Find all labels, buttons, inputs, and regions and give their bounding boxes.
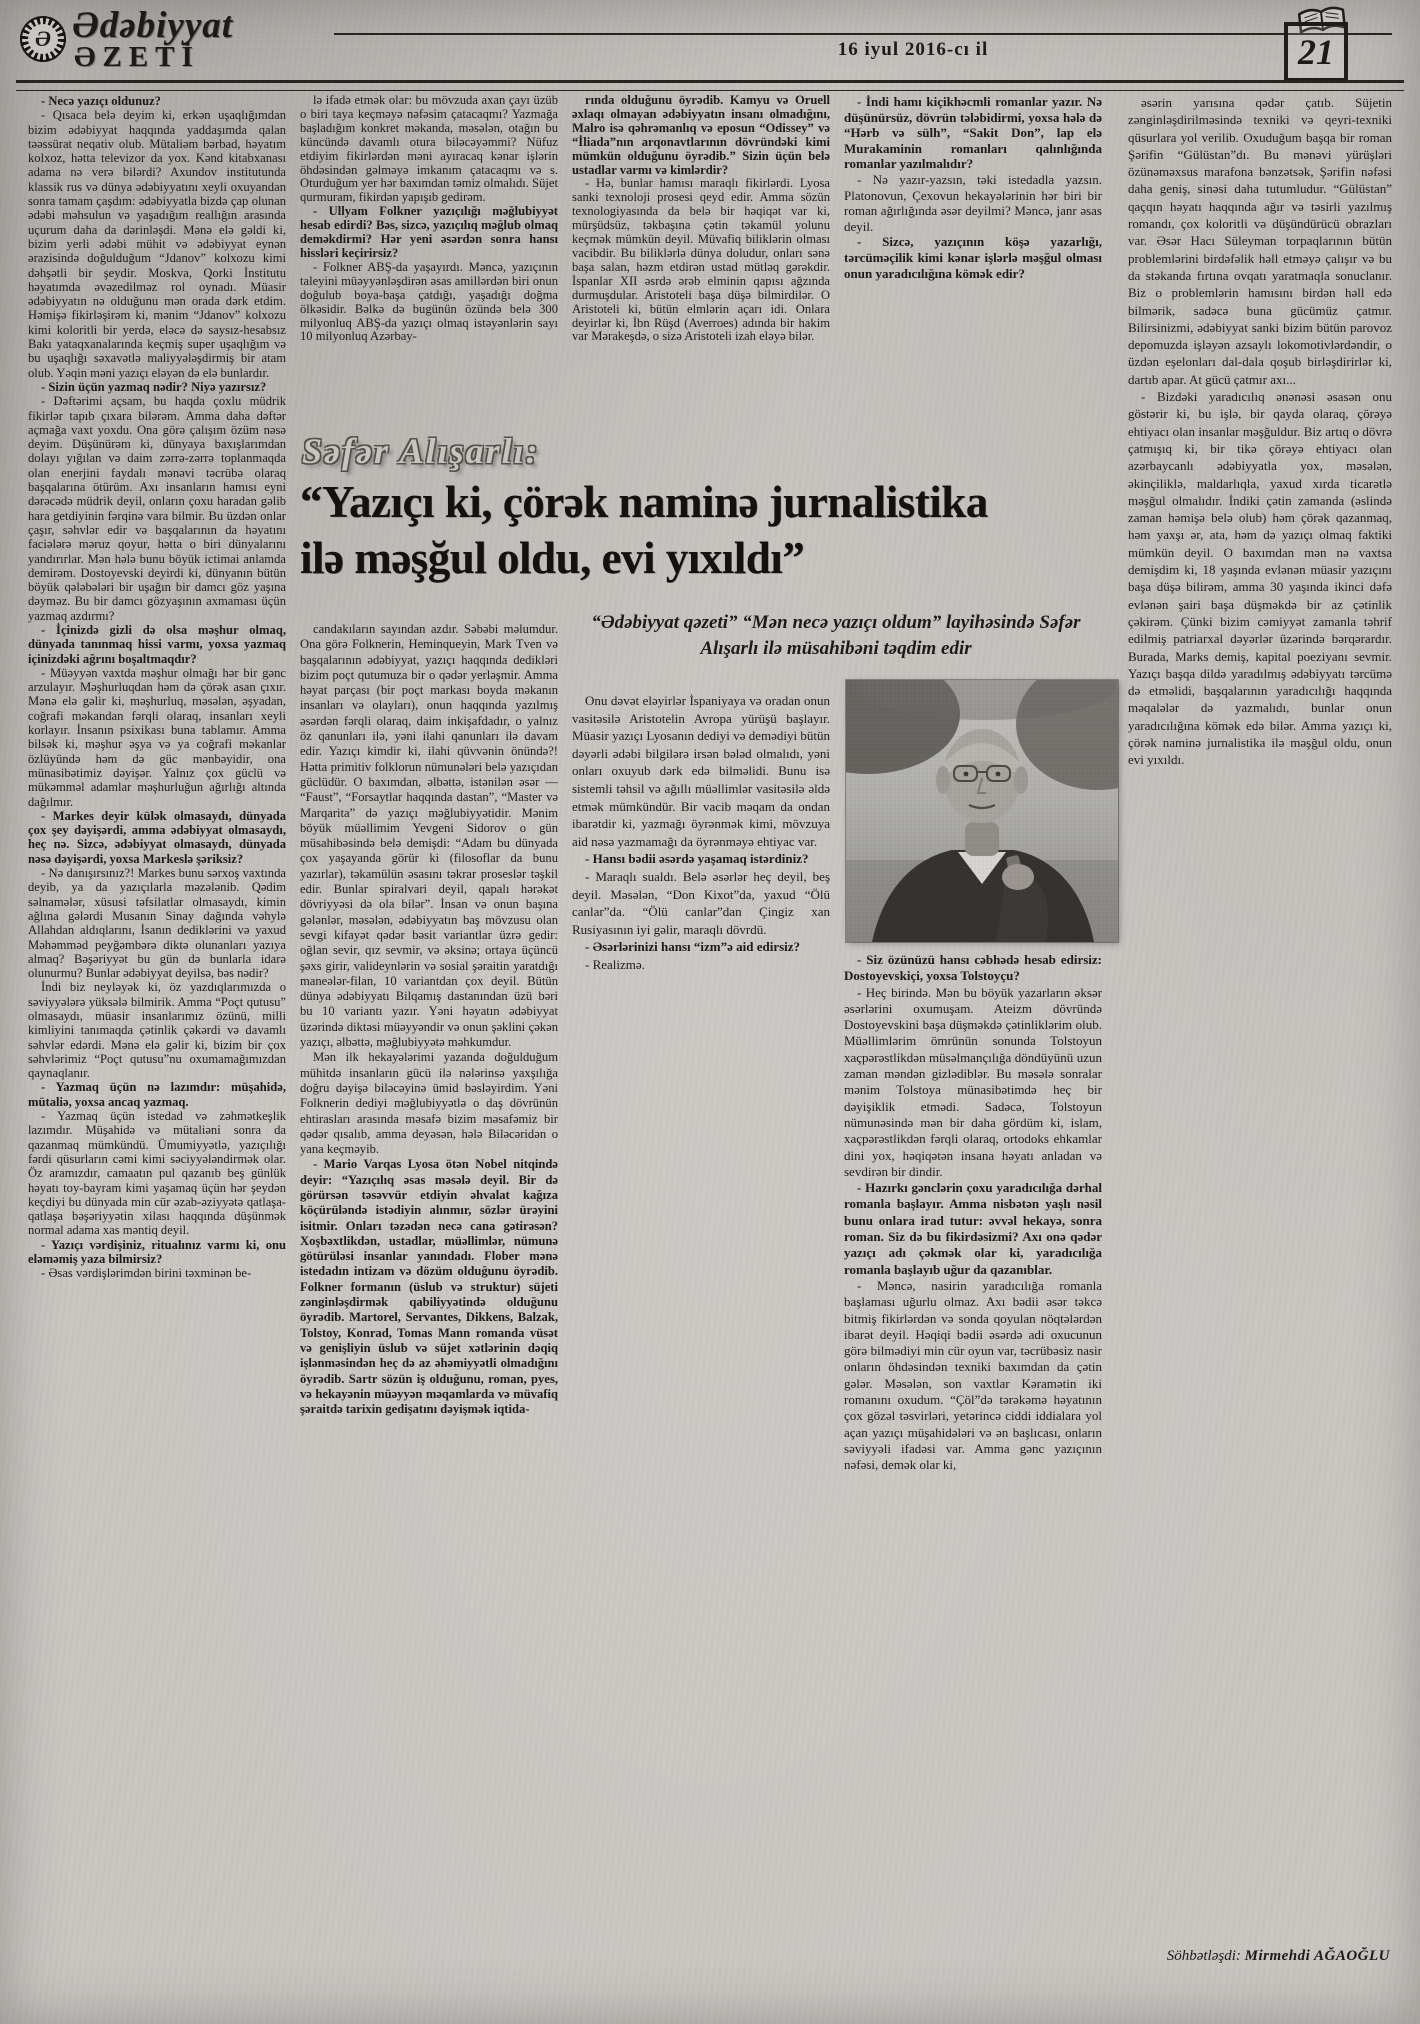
text-column-2-bottom — [300, 622, 558, 2000]
interview-photo — [846, 680, 1118, 942]
answer-paragraph: - Heç birində. Mən bu böyük yazarların əksər əsərlərini oxumuşam. Ateizm dövründə Dostoyevskini başa düşməkdə çətinliklərim olub. Müəllimlərim ömrünün sonunda Tolstoyun xaçpərəstlikdən müsəlmançılığa döndüyünü uzun zaman məndən gizlədiblər. Bu məsələ sonralar mənim Tolstoya münasibətimdə heç bir dəyişiklik etmədi. Sadəcə, Tolstoyun nümunəsində mən bir daha gördüm ki, islam, xaçpərəstlikdən fərqli olaraq, ortodoks ehkamlar dini yox, həqiqətən insana həyatı anladan və sevdirən bir dindir. — [844, 984, 1102, 1179]
headline-title-line1: “Yazıçı ki, çörək naminə jurnalistika — [300, 477, 988, 527]
answer-paragraph: - Folkner ABŞ-da yaşayırdı. Məncə, yazıçının taleyini müəyyənləşdirən əsas amillərdən biri onun doğulub boya-başa çatdığı, yaşadığı doğma ölkəsidir. Bəlkə də bugünün özündə belə 300 milyonluq ABŞ-da yazıçı olmaq istəyənlərin sayı 10 milyonluq Azərbay- — [300, 259, 558, 344]
answer-paragraph: - Realizmə. — [585, 956, 645, 972]
question-paragraph: - Mario Varqas Lyosa ötən Nobel nitqində deyir: “Yazıçılıq əsas məsələ deyil. Bir də görürsən təsəvvür etdiyin əhvalat kağıza köçürüləndə istədiyin alınmır, sözlər ürəyini isitmir. Onları təzədən necə cana gətirəsən? Xoşbəxtlikdən, ustadlar, müəllimlər, nümunə götürüləsi insanlar yanındadı. Flober mənə istedadın intizam və dözüm olduğunu öyrədib. Folkner formanın (üslub və struktur) süjeti zənginləşdirmək qabiliyyətində olduğunu öyrədib. Martorel, Servantes, Dikkens, Balzak, Tolstoy, Konrad, Tomas Mann romanda vüsət və genişliyin üslub və süjet xətlərinin dəqiq işlənməsindən heç də az əhəmiyyətli olmadığını öyrədib. Sartr sözün iş olduğunu, roman, pyes, və hekayənin müəyyən məqamlarda və müvafiq şəraitdə tarixin gedişatını dəyişmək iqtida- — [300, 1157, 558, 1417]
question-paragraph: rında olduğunu öyrədib. Kamyu və Oruell əxlaqı olmayan ədəbiyyatın insanı olmadığını, Malro isə qəhrəmanlıq və eposun “Odissey” və “İliada”nın arqonavtlarının dövründəki kimi mümkün olduğunu öyrədib.” Sizin üçün belə ustadlar varmı və kimlərdir? — [572, 94, 830, 177]
answer-paragraph: candakıların sayından azdır. Səbəbi məlumdur. Ona görə Folknerin, Heminqueyin, Mark Tven və başqalarının ədəbiyyat, yazıçı haqqında dedikləri bizim poçt qutumuza bir o qədər yerləşmir. Amma həyat parçası (bir poçt markası boyda məkanın insanları və olayları), onun haqqında yazılmış əsərdən fərqli olaraq, daim inkişafdadır, o yalnız öz qanunları ilə, yəni ilahi qanunları ilə davam edir. Yazıçı kimdir ki, ilahi qüvvənin önündə?! Hətta primitiv folklorun nümunələri belə yazıçıdan güclüdür. O baxımdan, əlbəttə, istənilən əsər — “Faust”, “Forsaytlar haqqında dastan”, “Master və Marqarita” də yazıçı məğlubiyyətidir. Mənim böyük müəllimim Yevgeni Sidorov o gün müsahibəsində belə demişdi: “Adam bu dünyada çox yaşayanda görür ki (filosoflar da bunu yazırlar), təkamülün əsasını təkrar proseslər təşkil edir. Bunlar spiralvari deyil, qapalı hərəkət dövriyyəsi də ola bilər”. İnsan və onun başına gələnlər, məsələn, ədəbiyyatın baş mövzusu olan sevgi kifayət qədər bəsit variantlar üzrə gedir: oğlan sevir, qız sevmir, və əksinə; ortaya üçüncü şəxs girir, valideynlərin və sosial şəraitin yaratdığı maneələr-filan, 10 variantdan çox deyil. Bütün dünya ədəbiyyatı Bilqamış dastanından üzü bəri bu 10 variantı yazır. Yəni həyatın ədəbiyyat üzərində diktəsi müəyyəndir və onun şəklini çəkən yazıçı, əlbəttə, məğlubiyyətə məhkumdur. — [300, 622, 558, 1050]
issue-date: 16 iyul 2016-cı il — [837, 39, 989, 60]
logo-ornament-icon — [20, 16, 66, 62]
answer-paragraph: - Nə yazır-yazsın, təki istedadla yazsın. Platonovun, Çexovun hekayələrinin hər biri bir roman ağırlığında əsər deyilmi? Məncə, janr əsas deyil. — [844, 171, 1102, 234]
answer-paragraph: - Maraqlı sualdı. Belə əsərlər heç deyil, beş deyil. Məsələn, “Don Kixot”da, yaxud “Ölü canlar”da. “Ölü canlar”dan Çingiz xan Rusiyasının iyi gəlir, maraqlı dövrdü. — [572, 868, 830, 937]
question-paragraph: - Sizin üçün yazmaq nədir? Niyə yazırsız? — [41, 379, 267, 394]
question-paragraph: - Hansı bədii əsərdə yaşamaq istərdiniz? — [585, 851, 809, 867]
question-paragraph: - Hazırkı gənclərin çoxu yaradıcılığa dərhal romanla başlayır. Amma nisbətən yaşlı nəsil bunu onlara irad tutur: əvvəl hekayə, sonra roman. Siz də bu fikirdəsizmi? Axı onə qədər yazıçı adı çəkmək olar ki, yaradıcılığa romanla başlayıb uğur da qazanıblar. — [844, 1180, 1102, 1277]
text-column-4-top — [844, 94, 1102, 432]
text-column-5 — [1128, 94, 1392, 1942]
question-paragraph: - Əsərlərinizi hansı “izm”ə aid edirsiz? — [585, 939, 801, 955]
answer-paragraph: - Dəftərimi açsam, bu haqda çoxlu müdrik fikirlər tapıb çıxara bilərəm. Amma daha dəftər açmağa vaxt yoxdu. Ona görə çalışım özüm nəsə deyim. Düşünürəm ki, dünyaya baxışlarımdan dolayı yığılan və daim zərrə-zərrə toplanmaqda olan enerjini faydalı mənəvi təcrübə olaraq başqalarına ötürüm. Axı insanların hamısı eyni dərəcədə müdrik deyil, onların çoxu haradan gəlib hara getdiyinin fərqinə vara bilmir. Bu üzdən onlar çaşır, səhvlər edir və başqalarının da həyatını faciələrə məruz qoyur, hətta o biri dünyalarını yandırırlar. Mən hələ bunu böyük ictimai anlamda demirəm. Dostoyevski deyirdi ki, dünyanın bütün böyük qələbələri bir uşağın bir damcı göz yaşına dəyməz. Bu bir damcı gözyaşının axmaması üçün yazmaq azdırmı? — [28, 394, 286, 623]
newspaper-logo — [20, 4, 320, 74]
question-paragraph: - Sizcə, yazıçının köşə yazarlığı, tərcüməçilik kimi kənar işlərlə məşğul olması onun yaradıcılığına kömək edir? — [844, 234, 1102, 281]
answer-paragraph: İndi biz neyləyək ki, öz yazdıqlarımızda o səviyyələrə yüksələ bilmirik. Amma “Poçt qutusu” olmasaydı, müasir insanlarımız özünü, milli kimliyini tanımaqda çətinlik çəkərdi və davamlı səhvlər edərdi. Mənə elə gəlir ki, bizim bir çox səhvlərimiz “Poçt qutusu”nu oxumamağımızdan qaynaqlanır. — [28, 980, 286, 1081]
answer-paragraph: lə ifadə etmək olar: bu mövzuda axan çayı üzüb o biri taya keçməyə nəfəsim çatacaqmı? Yazmağa başladığım konkret məkanda, məsələn, otağın bu küncündə davamlı otura biləcəyəmmi? Nüfuz etdiyim fikirlərdən məni ayıracaq kənar işlərin öhdəsindən gəlməyə imkanım çatacaqmı və s. Oturduğum yer hər baxımdan təmiz olmalıdı. Süjet qurmuram, fikirdən yapışıb gedirəm. — [300, 94, 558, 205]
answer-paragraph: Mən ilk hekayələrimi yazanda doğulduğum mühitdə insanların gücü ilə nələrinsə yaxşılığa doğru dəyişə biləcəyinə ümid bəsləyirdim. Yəni Folknerin dediyi məğlubiyyətlə o daş dövrünün ehtirasları arasında məsafə bizim məsafəmiz bir qədər qısalıb, amma deyəsən, hələ Biləcəridən o yana keçməyib. — [300, 1050, 558, 1157]
text-column-1 — [28, 94, 286, 2000]
byline — [1128, 1948, 1390, 1965]
interview-kicker: Səfər Alışarlı: — [302, 431, 540, 471]
byline-label: Söhbətləşdi: — [1166, 1948, 1241, 1964]
text-column-4-bottom — [844, 952, 1102, 2000]
man-portrait-illustration — [846, 680, 1118, 942]
answer-paragraph: - Əsas vərdişlərimdən birini təxminən be- — [41, 1266, 252, 1281]
question-paragraph: - Necə yazıçı oldunuz? — [41, 94, 161, 108]
answer-paragraph: Onu dəvət eləyirlər İspaniyaya və oradan onun vasitəsilə Aristotelin Avropa yürüşü başlayır. Müasir yazıçı Lyosanın dediyi və demədiyi bütün dəyərli ədəbi bilgilərə irsən bələd olmalıdı, yəni onları oxuyub dərk edə bilməlidi. Bunu isə sistemli təhsil və ağıllı müəllimlər vasitəsilə əldə etmək mümkündür. Bir vacib məqam da ondan ibarətdir ki, yazmağı öyrənmək kimi, mövzuya aid nəsə yazmamağı da öyrənməyə ehtiyac var. — [572, 693, 830, 849]
masthead-divider — [16, 80, 1404, 91]
answer-paragraph: - Bizdəki yaradıcılıq ənənəsi əsasən onu göstərir ki, bu işlə, bir qayda olaraq, çörəyə ehtiyacı olan insanlar məşğuldur. Biz artıq o dövrə çatmışıq ki, bir tikə çörəyə ehtiyacı olan azərbaycanlı ədəbiyyatla yox, məsələn, əkinçiliklə, maldarlıqla, yaxud xırda ticarətlə məşğul olmalıdır. İndiki çətin zamanda (əslində zaman həmişə belə olub) həm çörək qazanmaq, həm yaxşı ər, ata, həm də yazıçı olmaq faktiki mümkün deyil. O baxımdan mən nə vaxtsa demişdim ki, 18 yaşında evlənən müasir yazıçını başa düşə bilirəm, amma 30 yaşında ikinci dəfə evlənən şairi başa düşməkdə bir az çətinlik çəkirəm. Çünki bizim cəmiyyət zamanla təhrif edilmiş patriarxal dəyərlər üzərində bərqərardır. Burada, Marks demiş, kapital poeziyanı sevmir. Yazıçı başqa dildə yaradılmış ədəbiyyatı tərcümə də etməlidi, başqalarının yaradıcılığı haqqında məqalələr də yazmalıdı, bunlar onun yaradıcılığına kömək edə bilər. Amma yazıçı ki, çörək naminə jurnalistika ilə məşğul oldu, onun evi yıxıldı. — [1128, 389, 1392, 768]
question-paragraph: - Markes deyir külək olmasaydı, dünyada çox şey dəyişərdi, amma ədəbiyyat olmasaydı, heç nə. Sizcə, ədəbiyyat olmasaydı, dünyada nəsə dəyişərdi, yoxsa Markeslə şəriksiz? — [28, 808, 286, 866]
answer-paragraph: - Yazmaq üçün istedad və zəhmətkeşlik lazımdır. Müşahidə və mütaliəni sonra da qazanmaq mümkündü. Ümumiyyətlə, yazıçılığı fərdi qüsurların cəmi kimi səciyyələndirmək olar. Öz aramızdır, camaatın pul qazanıb beş günlük həyatı toy-bayram kimi yaşamaq üçün hər şeydən keçdiyi bu dünyada min cür əzab-əziyyətə qatlaşa-qatlaşa bəşəriyyətin xilası haqqında düşünmək normal adama xas məntiq deyil. — [28, 1109, 286, 1238]
question-paragraph: - İçinizdə gizli də olsa məşhur olmaq, dünyada tanınmaq hissi varmı, yoxsa yazmaq içinizdəki ağrını boşaltmaqdır? — [28, 622, 286, 666]
question-paragraph: - Yazıçı vərdişiniz, ritualınız varmı ki, onu eləməmiş yaza bilmirsiz? — [28, 1237, 286, 1267]
text-column-3-top — [572, 94, 830, 432]
masthead-title-line2: ƏZETİ — [74, 41, 200, 73]
text-column-3-bottom — [572, 692, 830, 2000]
answer-paragraph: - Qısaca belə deyim ki, erkən uşaqlığımdan bizim ədəbiyyat haqqında yaddaşımda qalan təəssürat neqativ olub. Mütaliəm bərbad, həyatım kolxoz, hətta televizor da yox. Kənd kitabxanası adama nə verə bilərdi? Axundov institutunda klassik rus və dünya ədəbiyyatını xeyli oxuyandan sonra tamam çaşdım: ədəbiyyatla bizdə çap olunan ədəbi məhsulun və yaşadığım reallığın arasında uçurum daha da dərinləşdi. Mənə elə gəldi ki, bizim yerli ədəbi mühit və ədəbiyyat eynən ərazisində doğulduğum “Jdanov” kolxozu kimi dəhşətli bir şeydir. Moskva, Qorki İnstitutu həyatımda əvəzedilməz rol oynadı. Müasir ədəbiyyatın nə olduğunu mən orada dərk etdim. Həmişə fikirləşirəm ki, mənim “Jdanov” kolxozu kimi koloritli bir yerdə, eləcə də saysız-hesabsız Bakı yataqxanalarında keçmiş super uşaqlığım və bu uşaqlığı səxavətlə maliyyələşdirmiş bir atam olub. Yəqin məni yazıçı eləyən də elə bunlardır. — [28, 108, 286, 380]
page-number: 21 — [1298, 32, 1334, 72]
question-paragraph: - İndi hamı kiçikhəcmli romanlar yazır. Nə düşünürsüz, dövrün tələbidirmi, yoxsa hələ də “Hərb və sülh”, “Sakit Don”, lap elə Murakaminin romanları qalınlığında romanlar yazılmalıdır? — [844, 94, 1102, 172]
text-column-2-top — [300, 94, 558, 432]
byline-name: Mirmehdi AĞAOĞLU — [1244, 1948, 1390, 1964]
answer-paragraph: - Müəyyən vaxtda məşhur olmağı hər bir gənc arzulayır. Məşhurluqdan həm də çörək asan çıxır. Mənə elə gəlir ki, məşhurluq, məsələn, əşyadan, coğrafi məkandan fərqli olaraq, insanları xeyli korlayır. İnsanın psixikası buna tablamır. Amma bilsək ki, məşhur əşya və ya coğrafi məkanlar özlüyündə həm də güc mənbəyidir, ona münasibətimiz dəyişər. Yalnız çox güclü və mükəmməl adamlar məşhurluğun ağırlığı altında dağılmır. — [28, 665, 286, 809]
answer-paragraph: əsərin yarısına qədər çatıb. Süjetin zənginləşdirilməsində texniki və qeyri-texniki qüsurlara yol verilib. Oxuduğum başqa bir roman Şərifin “Gülüstan”dı. Bu mənəvi yürüşləri özünəməxsus marafona bənzətsək, Şərifin nəfəsi daha geniş, sinəsi daha tutumludur. “Gülüstan” qaçqın həyatı haqqında ağır və təsirli yazılmış romandı, çox koloritli və düşündürücü obrazları var. Əsər Hacı Süleyman torpaqlarının bütün problemlərini birdəfəlik həll etməyə çalışır və bu da stəkanda fırtına ovqatı yaratmaqla sonuclanır. Biz o problemlərin hamısını birdən həll edə bilmərik, sadəcə buna gücümüz çatmır. Bilirsinizmi, ədəbiyyat sanki bizim bütün parovoz depomuzda işləyən azsaylı lokomotivlərdəndir, o üzdən eşelonları dal-dala qoşub birləşdirirlər ki, dartıb apar. At gücü çatmır axı... — [1128, 95, 1392, 387]
answer-paragraph: - Məncə, nasirin yaradıcılığa romanla başlaması uğurlu olmaz. Axı bədii əsər təkcə bitmiş fikirlərdən və sonda qoyulan nöqtələrdən ibarət deyil. Həqiqi bədii əsərdə adi oxucunun görə bilmədiyi min cür oyun var, təcrübəsiz nasir onların öhdəsindən texniki baxımdan da çətin gələr. Məsələn, son vaxtlar Kəramətin iki romanını oxudum. “Çöl”də tərəkəmə həyatının çox gözəl təsvirləri, yetərincə ciddi iddialara yol açan yazıçı müşahidələri və ən başlıcası, onların səviyyəli ifadəsi var. Amma gənc yazıçının nəfəsi, demək olar ki, — [844, 1277, 1102, 1473]
headline-deck: “Ədəbiyyat qəzeti” “Mən necə yazıçı oldum” layihəsində Səfər Alışarlı ilə müsahibəni təqdim edir — [591, 612, 1081, 659]
question-paragraph: - Siz özünüzü hansı cəbhədə hesab edirsiz: Dostoyevskiçi, yoxsa Tolstoyçu? — [844, 952, 1102, 984]
page-number-box — [1284, 22, 1348, 82]
logo-initial: Ə — [28, 24, 58, 54]
answer-paragraph: - Hə, bunlar hamısı maraqlı fikirlərdi. Lyosa sanki texnoloji prosesi qeyd edir. Amma sözün texnologiyasında da belə bir həqiqət var ki, mürşüdsüz, təkbaşına çətin təkamül yolunu keçmək mümkün deyil. Müvafiq biliklərin olması vacibdir. Bu biliklərlə dünya doludur, onları sənə başa salan, həzm etdirən ustad mütləq gərəkdir. İspanlar XII əsrdə ərəb elminin qapısı ağzında durmuşdular. Aristoteli başa düşə bilmirdilər. O Aristoteli ki, bütün elmlərin açarı idi. Onlara deyirlər ki, İbn Rüşd (Averroes) adında bir hakim var Mərakeşdə, o sizə Aristoteli izah eləyə bilər. — [572, 176, 830, 344]
answer-paragraph: - Nə danışırsınız?! Markes bunu sərxoş vaxtında deyib, ya da yazıçılarla məzələnib. Qədim səlnamələr, xüsusi təfsilatlar olmasaydı, kimin ağlına gələrdi Musanın Sinay dağında vəhylə Allahdan aldıqlarını, İsanın dediklərini və yaxud Məhəmməd peyğəmbərə diktə olunanları yazıya almaq? Bəşəriyyət bu gün də bunlarla idarə olunurmu? Bunlar ədəbiyyat deyilsə, bəs nədir? — [28, 866, 286, 981]
question-paragraph: - Ullyam Folkner yazıçılığı məğlubiyyət hesab edirdi? Bəs, sizcə, yazıçılıq məğlub olmaq deməkdirmi? Hər yeni əsərdən sonra hansı hissləri keçirirsiz? — [300, 204, 558, 260]
masthead-title-line1: Ədəbiyyat — [72, 5, 234, 46]
headline-title-line2: ilə məşğul oldu, evi yıxıldı” — [300, 533, 805, 583]
headline-title — [300, 474, 1100, 586]
header-rule — [334, 33, 1392, 35]
question-paragraph: - Yazmaq üçün nə lazımdır: müşahidə, mütaliə, yoxsa ancaq yazmaq. — [28, 1080, 286, 1109]
